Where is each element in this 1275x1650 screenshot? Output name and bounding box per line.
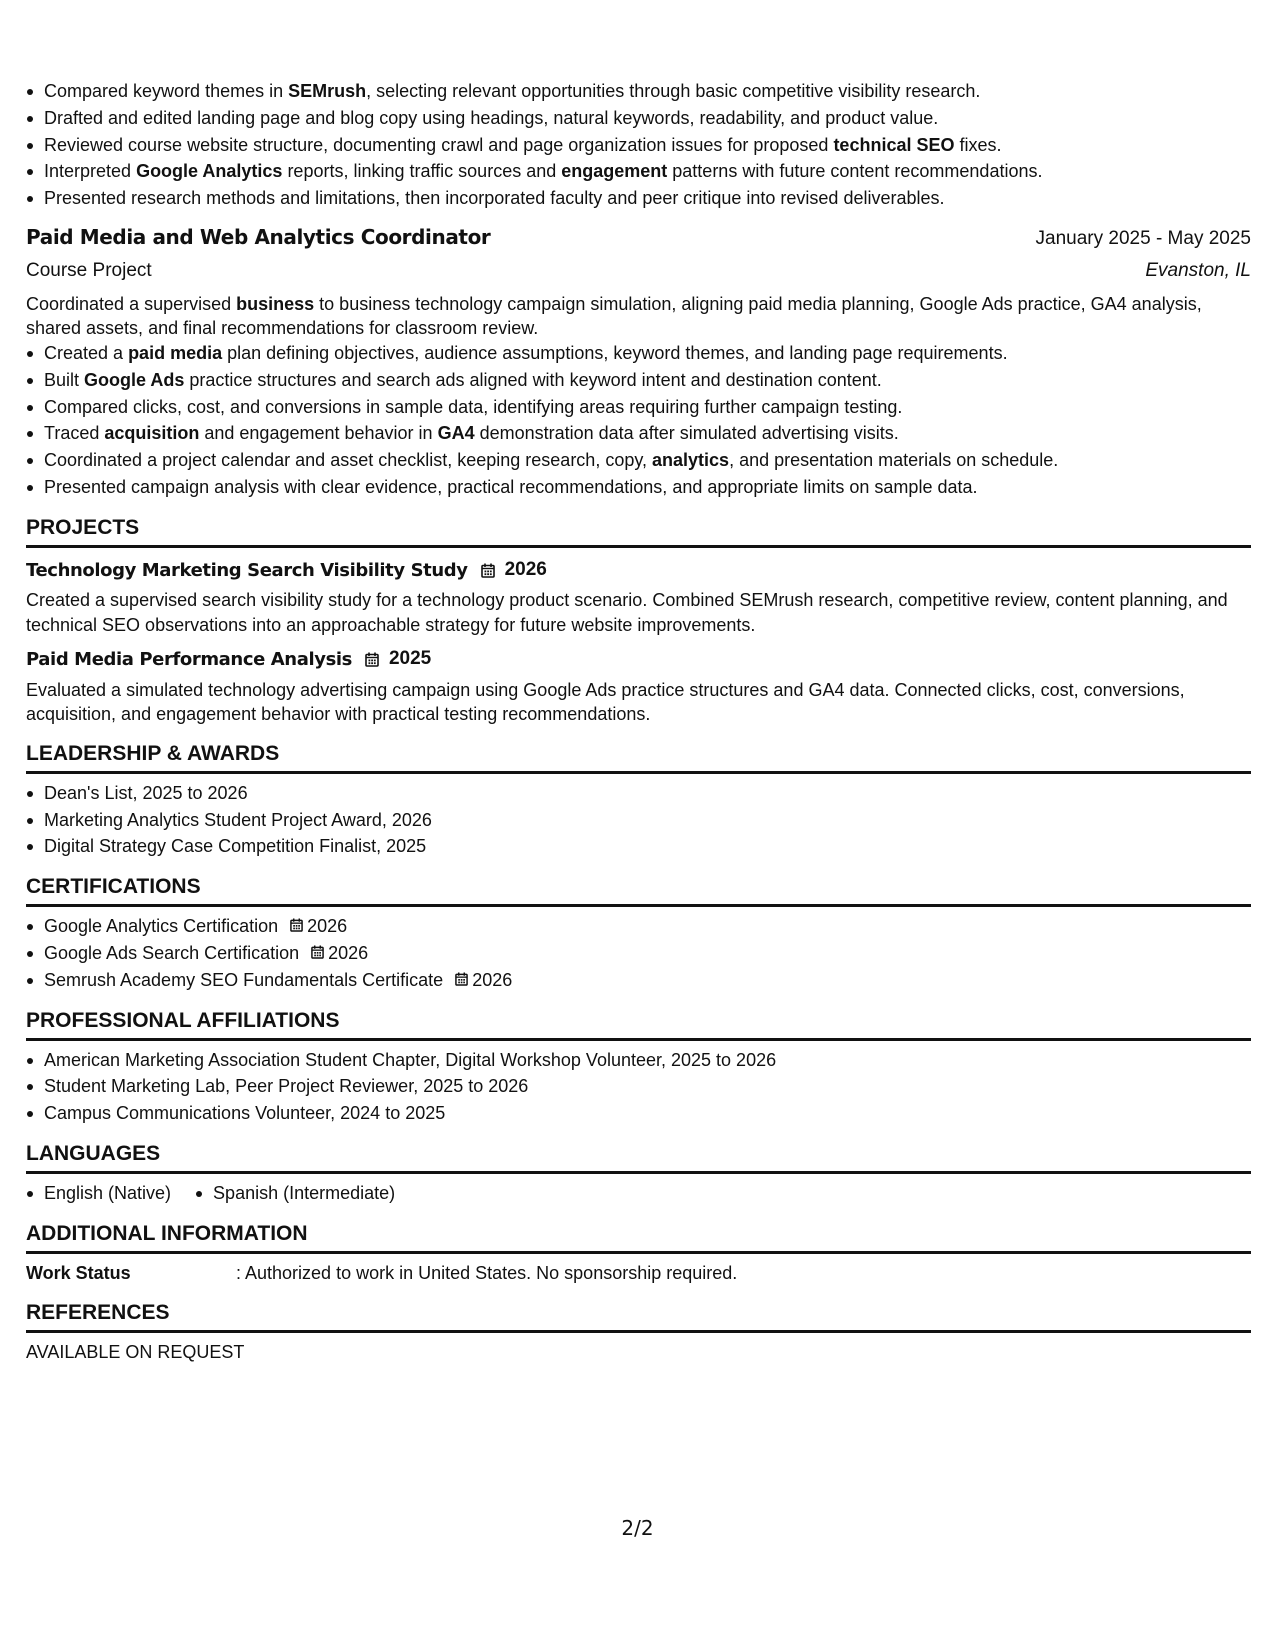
work-status-row — [26, 1260, 1251, 1286]
list-item: Compared keyword themes in SEMrush, selecting relevant opportunities through basic competitive visibility research. — [44, 78, 1251, 105]
languages-list — [26, 1180, 1251, 1207]
project-item — [26, 556, 1251, 638]
project-description: Evaluated a simulated technology advertising campaign using Google Ads practice structures and GA4 data. Connected clicks, cost, conversions, acquisition, and engagement behavior with practical testing recommendations. — [26, 679, 1185, 725]
list-item: Digital Strategy Case Competition Finalist, 2025 — [44, 833, 1251, 860]
project-title: Technology Marketing Search Visibility Study — [26, 559, 468, 581]
awards-list — [26, 780, 1251, 860]
job-organization: Course Project — [26, 260, 152, 282]
project-item — [26, 645, 1251, 727]
list-item: Built Google Ads practice structures and search ads aligned with keyword intent and destination content. — [44, 367, 1251, 394]
awards-heading: LEADERSHIP & AWARDS — [26, 739, 1251, 774]
list-item: Reviewed course website structure, documenting crawl and page organization issues for proposed technical SEO fixes. — [44, 132, 1251, 159]
page-number: 2/2 — [621, 1516, 654, 1540]
certifications-list — [26, 913, 1251, 993]
additional-info-heading: ADDITIONAL INFORMATION — [26, 1219, 1251, 1254]
certification-year: 2026 — [328, 942, 369, 963]
previous-job-bullets — [26, 78, 1251, 212]
project-title: Paid Media Performance Analysis — [26, 649, 352, 671]
project-description: Created a supervised search visibility study for a technology product scenario. Combined SEMrush research, competitive review, content planning, and technical SEO observations into an approachable strategy for future website improvements. — [26, 590, 1228, 635]
certification-name: Semrush Academy SEO Fundamentals Certificate — [44, 969, 444, 990]
list-item: Student Marketing Lab, Peer Project Reviewer, 2025 to 2026 — [44, 1073, 1251, 1100]
certifications-heading: CERTIFICATIONS — [26, 872, 1251, 907]
resume-page — [26, 78, 1251, 1365]
job-dates: January 2025 - May 2025 — [1035, 227, 1251, 249]
list-item: Dean's List, 2025 to 2026 — [44, 780, 1251, 807]
job-title: Paid Media and Web Analytics Coordinator — [26, 224, 491, 249]
affiliations-list — [26, 1047, 1251, 1127]
job-bullets — [26, 340, 1251, 501]
list-item: Presented campaign analysis with clear evidence, practical recommendations, and appropriate limits on sample data. — [44, 474, 1251, 501]
job-subheader — [26, 257, 1251, 286]
certification-year: 2026 — [307, 916, 348, 937]
list-item: American Marketing Association Student Chapter, Digital Workshop Volunteer, 2025 to 2026 — [44, 1047, 1251, 1074]
languages-heading: LANGUAGES — [26, 1139, 1251, 1174]
work-status-value: : Authorized to work in United States. No sponsorship required. — [236, 1262, 738, 1283]
project-year: 2025 — [388, 648, 432, 670]
list-item — [44, 940, 1251, 967]
affiliations-heading: PROFESSIONAL AFFILIATIONS — [26, 1006, 1251, 1041]
work-status-label: Work Status — [26, 1262, 131, 1283]
project-year: 2026 — [504, 558, 547, 580]
job-summary: Coordinated a supervised business to business technology campaign simulation, aligning paid media planning, Google Ads practice, GA4 analysis, shared assets, and final recommendations for classroom review. — [26, 293, 1202, 338]
references-text: AVAILABLE ON REQUEST — [26, 1341, 245, 1362]
certification-year: 2026 — [472, 969, 513, 990]
job-location: Evanston, IL — [1145, 260, 1251, 282]
certification-name: Google Ads Search Certification — [44, 942, 300, 963]
list-item: Drafted and edited landing page and blog copy using headings, natural keywords, readability, and product value. — [44, 105, 1251, 132]
list-item: Created a paid media plan defining objectives, audience assumptions, keyword themes, and landing page requirements. — [44, 340, 1251, 367]
list-item: Presented research methods and limitations, then incorporated faculty and peer critique into revised deliverables. — [44, 185, 1251, 212]
certification-name: Google Analytics Certification — [44, 916, 279, 937]
list-item: Marketing Analytics Student Project Award, 2026 — [44, 807, 1251, 834]
list-item: English (Native) — [44, 1180, 171, 1207]
job-header — [26, 222, 1251, 254]
list-item — [44, 913, 1251, 940]
calendar-icon — [311, 945, 324, 959]
calendar-icon — [455, 972, 468, 986]
list-item — [44, 967, 1251, 994]
list-item: Spanish (Intermediate) — [213, 1180, 395, 1207]
list-item: Interpreted Google Analytics reports, linking traffic sources and engagement patterns with future content recommendations. — [44, 158, 1251, 185]
calendar-icon — [481, 563, 495, 578]
calendar-icon — [365, 652, 379, 667]
projects-heading: PROJECTS — [26, 513, 1251, 548]
list-item: Campus Communications Volunteer, 2024 to 2025 — [44, 1100, 1251, 1127]
calendar-icon — [290, 918, 303, 932]
list-item: Traced acquisition and engagement behavior in GA4 demonstration data after simulated advertising visits. — [44, 420, 1251, 447]
references-heading: REFERENCES — [26, 1298, 1251, 1333]
list-item: Coordinated a project calendar and asset checklist, keeping research, copy, analytics, and presentation materials on schedule. — [44, 447, 1251, 474]
list-item: Compared clicks, cost, and conversions in sample data, identifying areas requiring further campaign testing. — [44, 394, 1251, 421]
